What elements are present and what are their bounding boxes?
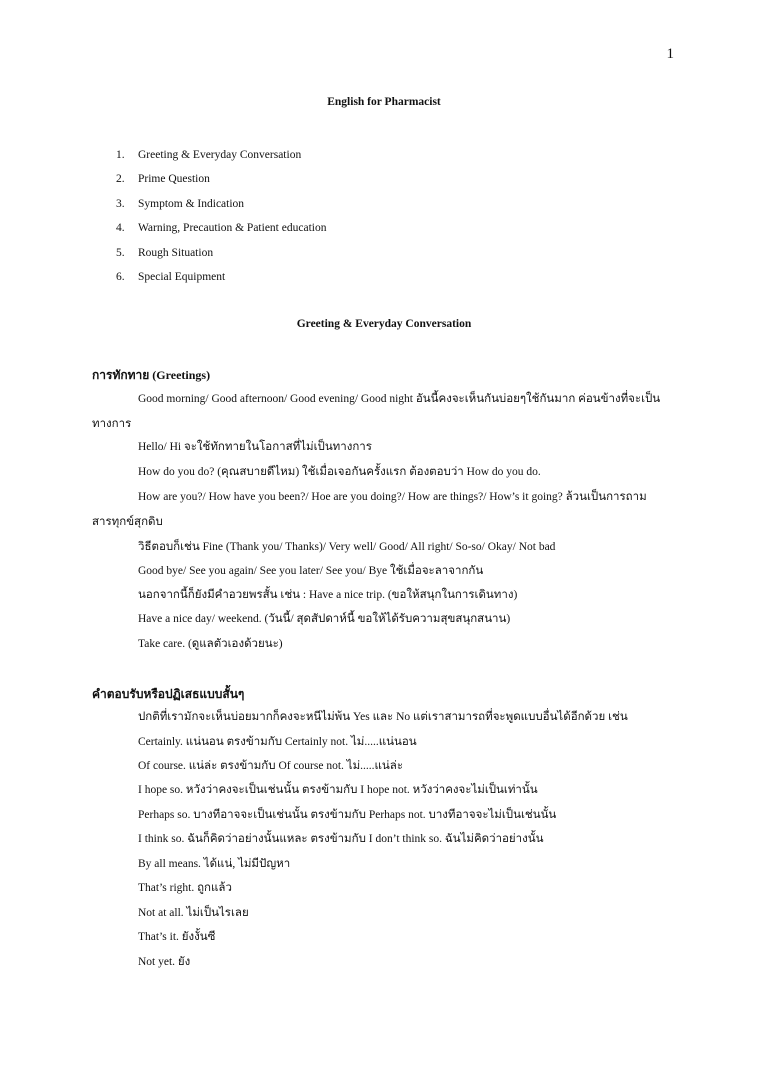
greetings-line: How do you do? (คุณสบายดีไหม) ใช้เมื่อเจอกันครั้งแรก ต้องตอบว่า How do you do.	[138, 466, 541, 478]
short-answers-line: Certainly. แน่นอน ตรงข้ามกับ Certainly not. ไม่.....แน่นอน	[138, 736, 417, 748]
document-title: English for Pharmacist	[327, 96, 441, 108]
toc-item: 6. Special Equipment	[116, 270, 226, 283]
greetings-line: สารทุกข์สุกดิบ	[92, 516, 163, 528]
greetings-line: Good bye/ See you again/ See you later/ See you/ Bye ใช้เมื่อจะลาจากกัน	[138, 565, 484, 577]
short-answers-line: That’s right. ถูกแล้ว	[138, 882, 232, 894]
table-of-contents	[116, 147, 326, 293]
short-answers-line: Of course. แน่ล่ะ ตรงข้ามกับ Of course not. ไม่.....แน่ล่ะ	[138, 760, 404, 772]
toc-item: 1. Greeting & Everyday Conversation	[116, 149, 302, 161]
greetings-line: Have a nice day/ weekend. (วันนี้/ สุดสัปดาห์นี้ ขอให้ได้รับความสุขสนุกสนาน)	[138, 613, 511, 625]
short-answers-line: ปกติที่เรามักจะเห็นบ่อยมากก็คงจะหนีไม่พ้น Yes และ No แต่เราสามารถที่จะพูดแบบอื่นได้อีกด้วย เช่น	[138, 711, 628, 723]
section-title: Greeting & Everyday Conversation	[296, 318, 472, 330]
toc-item: 2. Prime Question	[116, 173, 210, 186]
short-answers-line: Not yet. ยัง	[138, 956, 191, 968]
greetings-line: นอกจากนี้ก็ยังมีคำอวยพรสั้น เช่น : Have a nice trip. (ขอให้สนุกในการเดินทาง)	[138, 589, 518, 601]
toc-item: 3. Symptom & Indication	[116, 197, 245, 210]
page-number: 1	[666, 46, 674, 62]
greetings-heading: การทักทาย (Greetings)	[92, 368, 211, 382]
short-answers-line: That’s it. ยังงั้นซี	[138, 931, 216, 943]
greetings-line: Hello/ Hi จะใช้ทักทายในโอกาสที่ไม่เป็นทางการ	[138, 441, 372, 453]
short-answers-line: Perhaps so. บางทีอาจจะเป็นเช่นนั้น ตรงข้ามกับ Perhaps not. บางทีอาจจะไม่เป็นเช่นนั้น	[138, 809, 557, 821]
greetings-line: วิธีตอบก็เช่น Fine (Thank you/ Thanks)/ Very well/ Good/ All right/ So-so/ Okay/ Not bad	[138, 541, 556, 553]
toc-item: 5. Rough Situation	[116, 246, 214, 259]
short-answers-line: I think so. ฉันก็คิดว่าอย่างนั้นแหละ ตรงข้ามกับ I don’t think so. ฉันไม่คิดว่าอย่างนั้น	[138, 833, 544, 845]
greetings-line: How are you?/ How have you been?/ Hoe are you doing?/ How are things?/ How’s it going? ล้วนเป็นการถาม	[138, 491, 647, 503]
greetings-line: Good morning/ Good afternoon/ Good evening/ Good night อันนี้คงจะเห็นกันบ่อยๆใช้กันมาก ค่อนข้างที่จะเป็น	[138, 393, 661, 405]
greetings-line: Take care. (ดูแลตัวเองด้วยนะ)	[138, 638, 283, 650]
greetings-line: ทางการ	[92, 418, 132, 430]
short-answers-line: I hope so. หวังว่าคงจะเป็นเช่นนั้น ตรงข้ามกับ I hope not. หวังว่าคงจะไม่เป็นเท่านั้น	[138, 784, 538, 796]
toc-item: 4. Warning, Precaution & Patient education	[116, 222, 327, 235]
short-answers-line: By all means. ได้แน่, ไม่มีปัญหา	[138, 858, 291, 870]
short-answers-line: Not at all. ไม่เป็นไรเลย	[138, 907, 249, 919]
short-answers-heading: คำตอบรับหรือปฏิเสธแบบสั้นๆ	[92, 687, 245, 701]
